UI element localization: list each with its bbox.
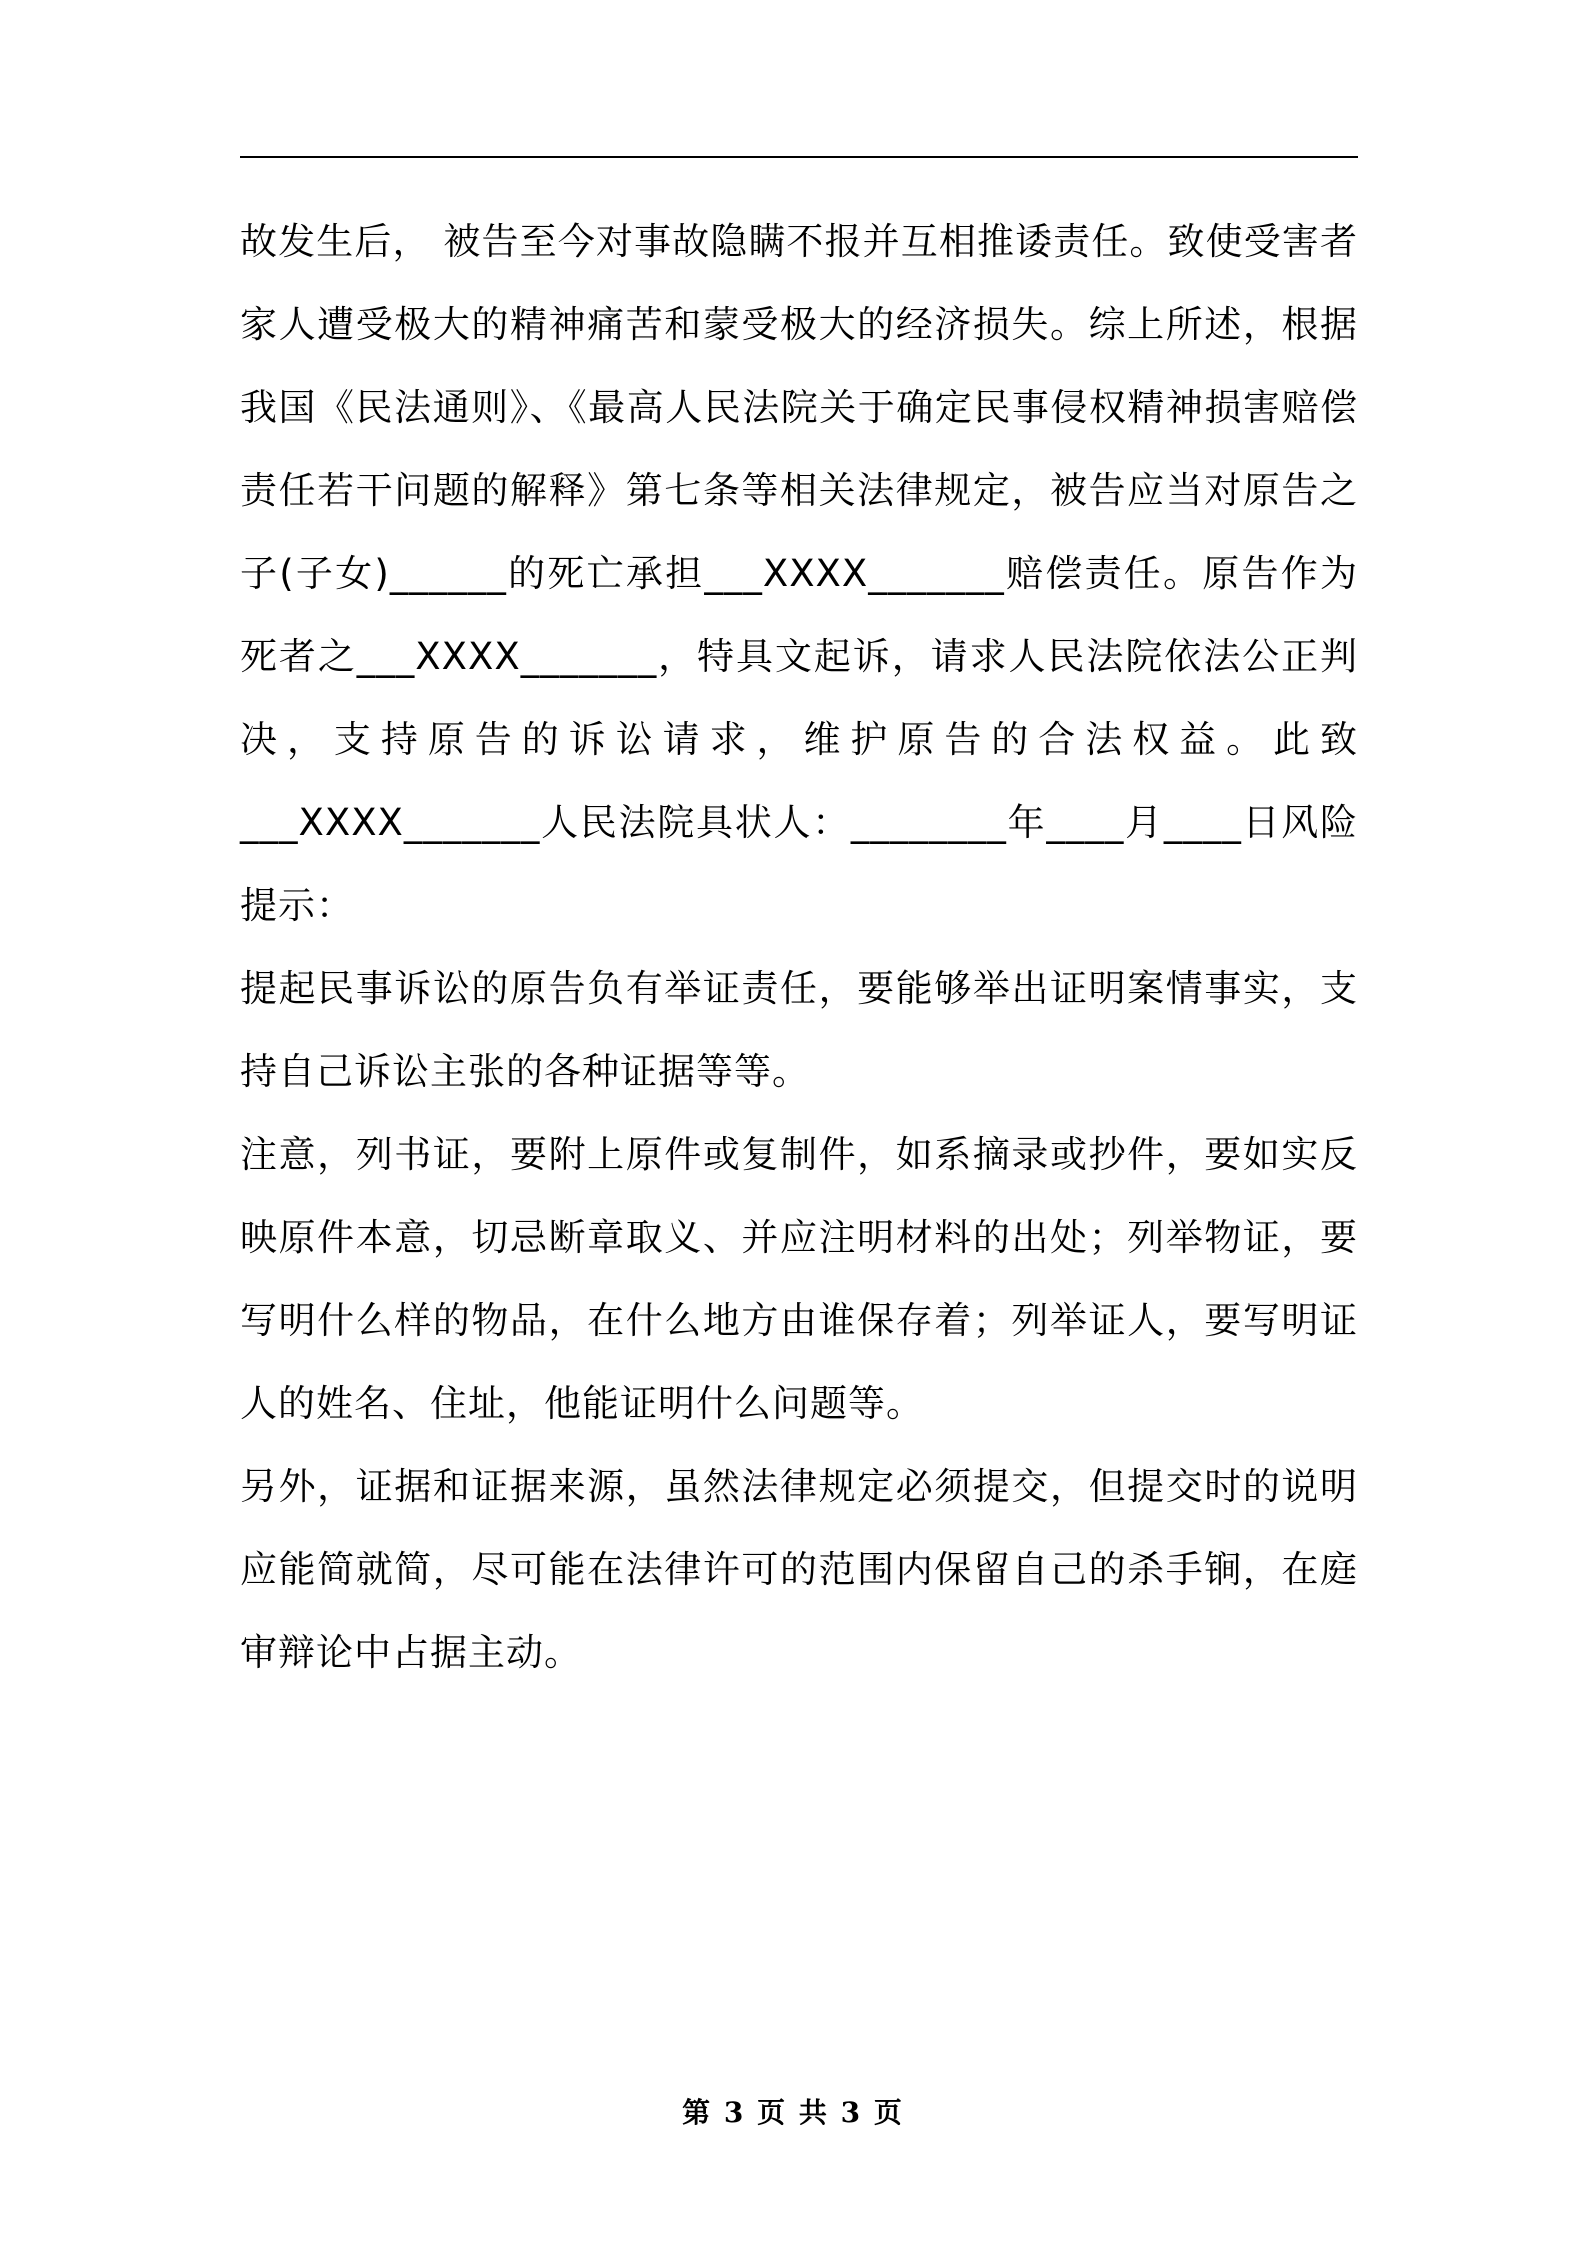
header-divider — [240, 156, 1358, 158]
paragraph-burden-of-proof: 提起民事诉讼的原告负有举证责任，要能够举出证明案情事实，支持自己诉讼主张的各种证据等等。 — [240, 967, 1358, 1093]
paragraph-complaint-conclusion: 故发生后， 被告至今对事故隐瞒不报并互相推诿责任。致使受害者家人遭受极大的精神痛苦和蒙受极大的经济损失。综上所述，根据我国《民法通则》、《最高人民法院关于确定民事侵权精神损害赔偿责任若干问题的解释》第七条等相关法律规定，被告应当对原告之子(子女)______的死亡承担___XXXX_______赔偿责任。原告作为死者之___XXXX_______，特具文起诉，请求人民法院依法公正判决，支持原告的诉讼请求，维护原告的合法权益。此致___XXXX_______人民法院具状人：________年____月____日风险提示： — [240, 220, 1358, 927]
paragraph-evidence-notes: 注意，列书证，要附上原件或复制件，如系摘录或抄件，要如实反映原件本意，切忌断章取义、并应注明材料的出处；列举物证，要写明什么样的物品，在什么地方由谁保存着；列举证人，要写明证人的姓名、住址，他能证明什么问题等。 — [240, 1133, 1358, 1425]
paragraph-evidence-strategy: 另外，证据和证据来源，虽然法律规定必须提交，但提交时的说明应能简就简，尽可能在法律许可的范围内保留自己的杀手锏，在庭审辩论中占据主动。 — [240, 1465, 1358, 1674]
document-body — [240, 200, 1358, 1694]
page-number: 第 3 页 共 3 页 — [682, 2096, 904, 2129]
